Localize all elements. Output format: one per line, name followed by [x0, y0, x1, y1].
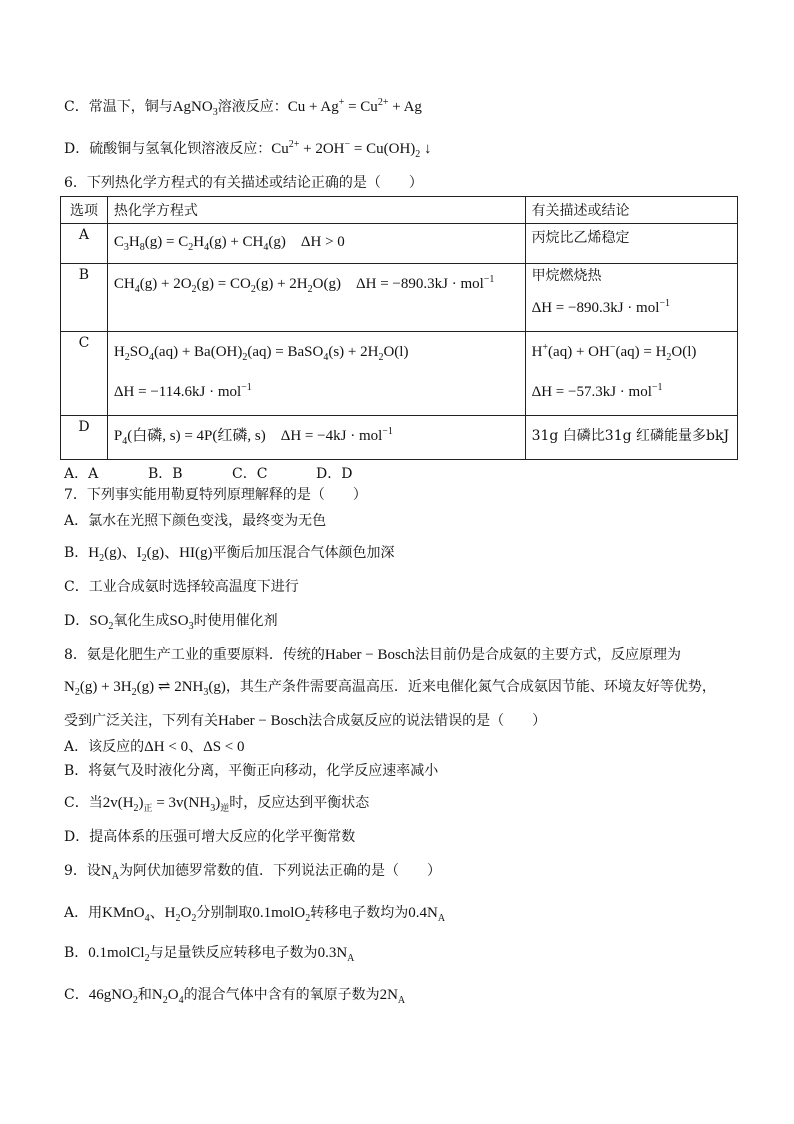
q9-stem: 9．设$N_A$为阿伏加德罗常数的值．下列说法正确的是（ ）	[64, 863, 441, 882]
q9-option-b: B．0.1molCl$_2$与足量铁反应转移电子数为$0.3N_A$	[64, 945, 355, 964]
q6-choices: A．A B．B C．C D．D	[64, 466, 353, 482]
q8-stem-line3: 受到广泛关注，下列有关Haber − Bosch法合成氨反应的说法错误的是（ ）	[64, 713, 547, 729]
table-row: B $CH_4(g) + 2O_2(g) = CO_2(g) + 2H_2O(g)$ ΔH = −890.3kJ · mol$^{-1}$ 甲烷燃烧热 ΔH = −890.3kJ · mol$^{-1}$	[61, 264, 738, 332]
q5-option-c: C．常温下，铜与AgNO$_3$溶液反应：$Cu + Ag^+ = Cu^{2+} + Ag$	[64, 97, 422, 118]
q9-option-c: C．46gNO$_2$和$N_2O_4$的混合气体中含有的氧原子数为$2N_A$	[64, 987, 406, 1006]
header-equation: 热化学方程式	[107, 197, 525, 224]
q8-option-d: D．提高体系的压强可增大反应的化学平衡常数	[64, 829, 356, 845]
q8-option-b: B．将氨气及时液化分离，平衡正向移动，化学反应速率减小	[64, 763, 439, 779]
q7-option-b: B．$H_2(g)$、$I_2(g)$、HI(g)平衡后加压混合气体颜色加深	[64, 545, 395, 564]
table-row: A $C_3H_8(g) = C_2H_4(g) + CH_4(g)$ ΔH > 0 丙烷比乙烯稳定	[61, 224, 738, 264]
q8-stem-line1: 8．氨是化肥生产工业的重要原料．传统的Haber − Bosch法目前仍是合成氨的主要方式，反应原理为	[64, 647, 682, 663]
table-row: C $H_2SO_4(aq) + Ba(OH)_2(aq)$ = BaSO$_4$(s) + $2H_2O(l)$ ΔH = −114.6kJ · mol$^{-1}$ $H^+(aq) + OH^-(aq) = H_2O(l)$ ΔH = −57.3kJ · mol$^{-1}$	[61, 332, 738, 416]
q7-option-c: C．工业合成氨时选择较高温度下进行	[64, 579, 299, 595]
q6-stem: 6．下列热化学方程式的有关描述或结论正确的是（ ）	[64, 175, 423, 191]
q7-stem: 7．下列事实能用勒夏特列原理解释的是（ ）	[64, 487, 367, 503]
q8-option-c: C．当$2v(H_2)_正 = 3v(NH_3)_逆$时，反应达到平衡状态	[64, 795, 370, 814]
q6-table	[60, 196, 738, 460]
q5-option-d: D．硫酸铜与氢氧化钡溶液反应：$Cu^{2+} + 2OH^- = Cu(OH)_2$ ↓	[64, 139, 432, 160]
header-option: 选项	[61, 197, 108, 224]
equation: $Cu^{2+} + 2OH^- = Cu(OH)_2$ ↓	[271, 139, 432, 160]
q8-stem-line2: $N_2(g) + 3H_2(g)$ ⇌ $2NH_3(g)$，其生产条件需要高温高压．近来电催化氮气合成氨因节能、环境友好等优势，	[64, 679, 716, 698]
q8-option-a: A．该反应的ΔH < 0、ΔS < 0	[64, 739, 245, 755]
table-row: D $P_4$(白磷, s) = 4P(红磷, s) ΔH = −4kJ · mol$^{-1}$ 31g 白磷比31g 红磷能量多bkJ	[61, 416, 738, 460]
q9-option-a: A．用KMnO$_4$、$H_2O_2$分别制取0.1molO$_2$转移电子数均为$0.4N_A$	[64, 905, 446, 924]
header-description: 有关描述或结论	[525, 197, 737, 224]
equation: $Cu + Ag^+ = Cu^{2+} + Ag$	[287, 97, 422, 115]
q7-option-a: A．氯水在光照下颜色变浅，最终变为无色	[64, 513, 327, 529]
q7-option-d: D．$SO_2$氧化生成$SO_3$时使用催化剂	[64, 613, 278, 632]
